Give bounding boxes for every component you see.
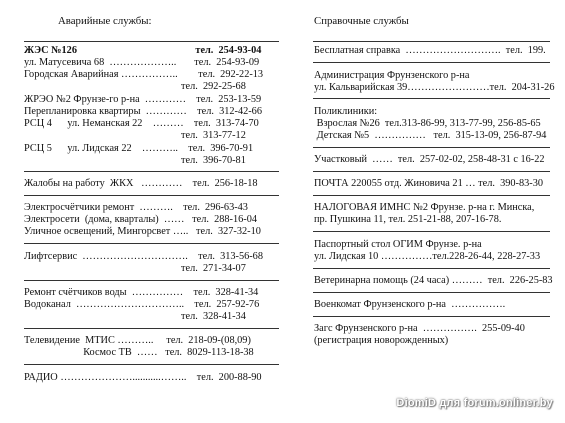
divider bbox=[313, 98, 550, 99]
street-lighting-line: Уличное освещений, Мингорсвет ….. тел. 327-32-10 bbox=[24, 226, 261, 237]
meter-repair-line: Электросчётчики ремонт ………. тел. 296-63-43 bbox=[24, 202, 248, 213]
passport-office-address-line: ул. Лидская 10 ……………тел.228-26-44, 228-27-33 bbox=[314, 251, 541, 262]
adult-clinic-line: Взрослая №26 тел.313-86-99, 313-77-99, 256-85-65 bbox=[314, 118, 541, 129]
rsc5-line: РСЦ 5 ул. Лидская 22 ……….. тел. 396-70-91 bbox=[24, 143, 254, 154]
registry-office-note-line: (регистрация новорожденных) bbox=[314, 335, 449, 346]
administration-address-line: ул. Кальварийская 39……………………тел. 204-31-26 bbox=[314, 82, 555, 93]
divider bbox=[24, 195, 279, 196]
divider bbox=[313, 195, 550, 196]
clinics-heading: Поликлиники: bbox=[314, 106, 378, 117]
free-info-line: Бесплатная справка ………………………. тел. 199. bbox=[314, 45, 546, 56]
divider bbox=[313, 171, 550, 172]
zhreo-line: ЖРЭО №2 Фрунзе-го р-на ………… тел. 253-13-59 bbox=[24, 94, 262, 105]
military-office-line: Военкомат Фрунзенского р-на ……………. bbox=[314, 299, 506, 310]
divider bbox=[313, 62, 550, 63]
reference-services-heading: Справочные службы bbox=[314, 15, 409, 27]
divider bbox=[313, 231, 550, 232]
tax-office-address-line: пр. Пушкина 11, тел. 251-21-88, 207-16-78. bbox=[314, 214, 502, 225]
rsc5-line-2: тел. 396-70-81 bbox=[24, 155, 246, 166]
district-officer-line: Участковый …… тел. 257-02-02, 258-48-31 с 16-22 bbox=[314, 154, 545, 165]
administration-line: Администрация Фрунзенского р-на bbox=[314, 70, 470, 81]
emergency-services-heading: Аварийные службы: bbox=[58, 15, 152, 27]
rsc4-line-2: тел. 313-77-12 bbox=[24, 130, 246, 141]
veterinary-line: Ветеринарна помощь (24 часа) ……… тел. 226-25-83 bbox=[314, 275, 553, 286]
watermark: DiomiD для forum.onliner.by bbox=[396, 397, 553, 409]
children-clinic-line: Детская №5 …………… тел. 315-13-09, 256-87-94 bbox=[314, 130, 547, 141]
registry-office-line: Загс Фрунзенского р-на ……………. 255-09-40 bbox=[314, 323, 525, 334]
rsc4-line: РСЦ 4 ул. Неманская 22 ……… тел. 313-74-70 bbox=[24, 118, 259, 129]
post-office-line: ПОЧТА 220055 отд. Жиновича 21 … тел. 390-83-30 bbox=[314, 178, 543, 189]
water-utility-line: Водоканал ………………………….. тел. 257-92-76 bbox=[24, 299, 260, 310]
city-emergency-line: Городская Аварийная …………….. тел. 292-22-13 bbox=[24, 69, 264, 80]
elevator-service-line-2: тел. 271-34-07 bbox=[24, 263, 246, 274]
water-meter-line: Ремонт счётчиков воды …………… тел. 328-41-34 bbox=[24, 287, 259, 298]
replanning-line: Перепланировка квартиры ………… тел. 312-42-66 bbox=[24, 106, 262, 117]
divider bbox=[24, 171, 279, 172]
zhes-line: ЖЭС №126 тел. 254-93-04 bbox=[24, 45, 262, 56]
divider bbox=[313, 41, 550, 42]
divider bbox=[24, 328, 279, 329]
divider bbox=[313, 147, 550, 148]
tax-office-line: НАЛОГОВАЯ ИМНС №2 Фрунзе. р-на г. Минска, bbox=[314, 202, 535, 213]
tv-kosmos-line: Космос ТВ …… тел. 8029-113-18-38 bbox=[24, 347, 254, 358]
matusevicha-line: ул. Матусевича 68 ……………….. тел. 254-93-09 bbox=[24, 57, 260, 68]
radio-line: РАДИО …………………...........…….. тел. 200-88-90 bbox=[24, 372, 262, 383]
passport-office-line: Паспортный стол ОГИМ Фрунзе. р-на bbox=[314, 239, 482, 250]
divider bbox=[24, 41, 279, 42]
elevator-service-line: Лифтсервис …………………………. тел. 313-56-68 bbox=[24, 251, 263, 262]
divider bbox=[313, 316, 550, 317]
city-emergency-line-2: тел. 292-25-68 bbox=[24, 81, 246, 92]
electric-grid-line: Электросети (дома, кварталы) …… тел. 288-16-04 bbox=[24, 214, 258, 225]
divider bbox=[24, 243, 279, 244]
tv-mtis-line: Телевидение МТИС ……….. тел. 218-09-(08,09) bbox=[24, 335, 251, 346]
divider bbox=[313, 268, 550, 269]
complaints-line: Жалобы на работу ЖКХ ………… тел. 256-18-18 bbox=[24, 178, 258, 189]
water-utility-line-2: тел. 328-41-34 bbox=[24, 311, 246, 322]
divider bbox=[24, 364, 279, 365]
divider bbox=[24, 280, 279, 281]
divider bbox=[313, 292, 550, 293]
